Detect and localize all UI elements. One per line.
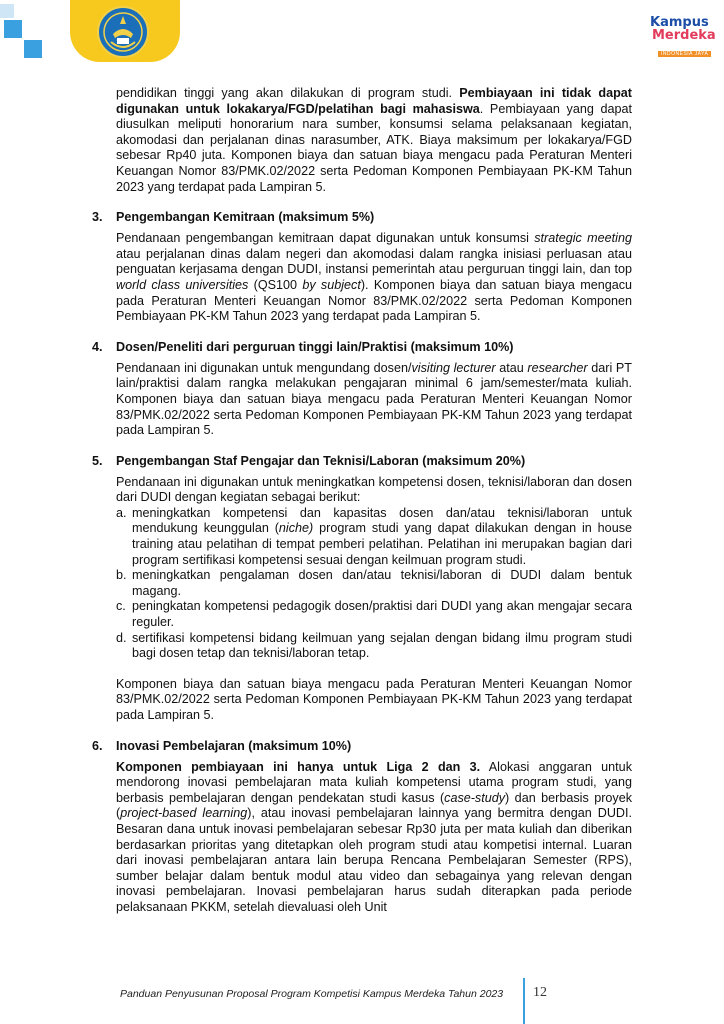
section-title: Pengembangan Kemitraan (maksimum 5%) xyxy=(116,210,375,225)
bold-run: Komponen pembiayaan ini hanya untuk Liga 2 dan 3. xyxy=(116,759,481,774)
italic-run: world class universities xyxy=(116,277,249,292)
section-heading xyxy=(92,738,632,754)
list-item-text xyxy=(132,506,632,568)
section-number: 5. xyxy=(92,453,103,468)
text-run: . Pembiayaan yang dapat diusulkan meliputi honorarium nara sumber, konsumsi selama pelaksanaan kegiatan, akomodasi dan perjalanan dinas narasumber, ATK. Biaya maksimum per lokakarya/FGD sebesar Rp40 juta. Komponen biaya dan satuan biaya mengacu pada Peraturan Menteri Keuangan Nomor 83/PMK.02/2022 serta Pedoman Komponen Pembiayaan PK-KM Tahun 2023 yang terdapat pada Lampiran 5. xyxy=(116,101,632,194)
section-title: Inovasi Pembelajaran (maksimum 10%) xyxy=(116,738,352,753)
text-run: ), atau inovasi pembelajaran lainnya yang bermitra dengan DUDI. Besaran dana untuk inovasi pembelajaran sebesar Rp30 juta per mata kuliah dan diberikan berdasarkan prioritas yang ditetapkan oleh program studi atau kompetisi internal. Luaran dari inovasi pembelajaran antara lain berupa Rencana Pembelajaran Semester (RPS), sumber belajar dalam bentuk modul atau video dan sebagainya yang relevan dengan inovasi pembelajaran. Inovasi pembelajaran harus sudah diterapkan pada periode pelaksanaan PKKM, setelah dievaluasi oleh Unit xyxy=(116,806,633,914)
section-paragraph: Komponen biaya dan satuan biaya mengacu pada Peraturan Menteri Keuangan Nomor 83/PMK.02/2022 serta Pedoman Komponen Pembiayaan PK-KM Tahun 2023 yang terdapat pada Lampiran 5. xyxy=(116,676,632,722)
section-3 xyxy=(92,209,632,325)
italic-run: by subject xyxy=(302,277,361,292)
section-5 xyxy=(92,453,632,724)
footer-title: Panduan Penyusunan Proposal Program Kompetisi Kampus Merdeka Tahun 2023 xyxy=(120,988,504,1000)
kampus-merdeka-logo-line2: Merdeka xyxy=(652,28,716,43)
text-run: Pendanaan ini digunakan untuk mengundang dosen/ xyxy=(116,360,412,375)
list-item xyxy=(116,599,632,630)
decorative-square xyxy=(0,4,14,18)
list-item-text: sertifikasi kompetensi bidang keilmuan yang sejalan dengan bidang ilmu program studi bagi dosen tetap dan teknisi/laboran tetap. xyxy=(132,630,632,661)
document-body xyxy=(92,86,632,916)
section-paragraph: Pendanaan ini digunakan untuk meningkatkan kompetensi dosen, teknisi/laboran dan dosen dari DUDI dengan kegiatan sebagai berikut: xyxy=(116,474,632,505)
section-title: Dosen/Peneliti dari perguruan tinggi lain/Praktisi (maksimum 10%) xyxy=(116,339,514,354)
kampus-merdeka-logo-tag: INDONESIA JAYA xyxy=(658,51,711,57)
text-run: atau perjalanan dinas dalam negeri dan akomodasi dalam rangka inisiasi perluasan atau penguatan kerjasama dengan DUDI, instansi pemerintah atau perguruan tinggi lain, dan top xyxy=(116,246,632,277)
list-marker: b. xyxy=(116,568,127,583)
italic-run: niche) xyxy=(278,521,314,536)
section-heading xyxy=(92,453,632,469)
text-run: dari PT lain/praktisi dalam rangka melakukan pengajaran minimal 6 jam/semester/mata kuliah. Komponen biaya dan satuan biaya mengacu pada Peraturan Menteri Keuangan Nomor 83/PMK.02/2022 serta Pedoman Komponen Pembiayaan PK-KM Tahun 2023 yang terdapat pada Lampiran 5. xyxy=(116,360,632,438)
section-number: 4. xyxy=(92,339,103,354)
italic-run: strategic meeting xyxy=(534,231,632,246)
text-run: ). Komponen biaya dan satuan biaya mengacu pada Peraturan Menteri Keuangan Nomor 83/PMK.02/2022 serta Pedoman Komponen Pembiayaan PK-KM Tahun 2023 yang terdapat pada Lampiran 5. xyxy=(116,277,633,324)
decorative-square xyxy=(24,40,42,58)
list-marker: d. xyxy=(116,630,127,645)
kampus-merdeka-logo-line1: Kampus xyxy=(650,15,709,30)
section-paragraph xyxy=(92,760,632,916)
kampus-merdeka-logo xyxy=(650,15,716,57)
text-run: atau xyxy=(495,360,528,375)
italic-run: project-based learning xyxy=(120,806,248,821)
text-run: (QS100 xyxy=(248,277,303,292)
sub-list xyxy=(92,506,632,662)
text-run: Alokasi anggaran untuk mendorong inovasi pembelajaran mata kuliah kompetensi utama program studi, yang berbasis pembelajaran dengan pendekatan studi kasus ( xyxy=(116,759,632,805)
section-6 xyxy=(92,738,632,916)
section-number: 3. xyxy=(92,210,103,225)
section-paragraph xyxy=(92,231,632,325)
list-item xyxy=(116,506,632,568)
text-run: meningkatkan kompetensi dan kapasitas dosen dan/atau teknisi/laboran untuk mendukung keunggulan ( xyxy=(132,505,632,536)
list-item-text: meningkatkan pengalaman dosen dan/atau teknisi/laboran di DUDI dalam bentuk magang. xyxy=(132,568,632,598)
section-heading xyxy=(92,339,632,355)
footer-divider xyxy=(523,978,525,1024)
text-run: ) dan berbasis proyek ( xyxy=(116,790,632,821)
italic-run: researcher xyxy=(527,360,588,375)
list-item-text: peningkatan kompetensi pedagogik dosen/praktisi dari DUDI yang akan mengajar secara reguler. xyxy=(132,599,632,630)
intro-paragraph xyxy=(92,86,632,195)
section-title: Pengembangan Staf Pengajar dan Teknisi/Laboran (maksimum 20%) xyxy=(116,453,526,468)
section-paragraph xyxy=(92,361,632,439)
list-marker: a. xyxy=(116,505,127,520)
section-heading xyxy=(92,209,632,225)
text-run: pendidikan tinggi yang akan dilakukan di program studi. xyxy=(116,86,460,100)
decorative-square xyxy=(4,20,22,38)
page-number: 12 xyxy=(533,985,547,1000)
italic-run: visiting lecturer xyxy=(411,360,496,375)
section-number: 6. xyxy=(92,738,103,753)
italic-run: case-study xyxy=(444,790,506,805)
bold-run: Pembiayaan ini tidak dapat digunakan untuk lokakarya/FGD/pelatihan bagi mahasiswa xyxy=(116,86,632,116)
kemendikbud-logo xyxy=(97,6,149,58)
section-4 xyxy=(92,339,632,439)
list-marker: c. xyxy=(116,599,126,614)
text-run: program studi yang dapat dilakukan dengan in house training atau pelatihan di tempat pemberi pelatihan. Pelatihan ini merupakan bagian dari program sertifikasi kompetensi sesuai dengan keilmuan program studi. xyxy=(132,521,632,567)
text-run: Pendanaan pengembangan kemitraan dapat digunakan untuk konsumsi xyxy=(116,231,535,246)
list-item xyxy=(116,568,632,599)
list-item xyxy=(116,631,632,662)
